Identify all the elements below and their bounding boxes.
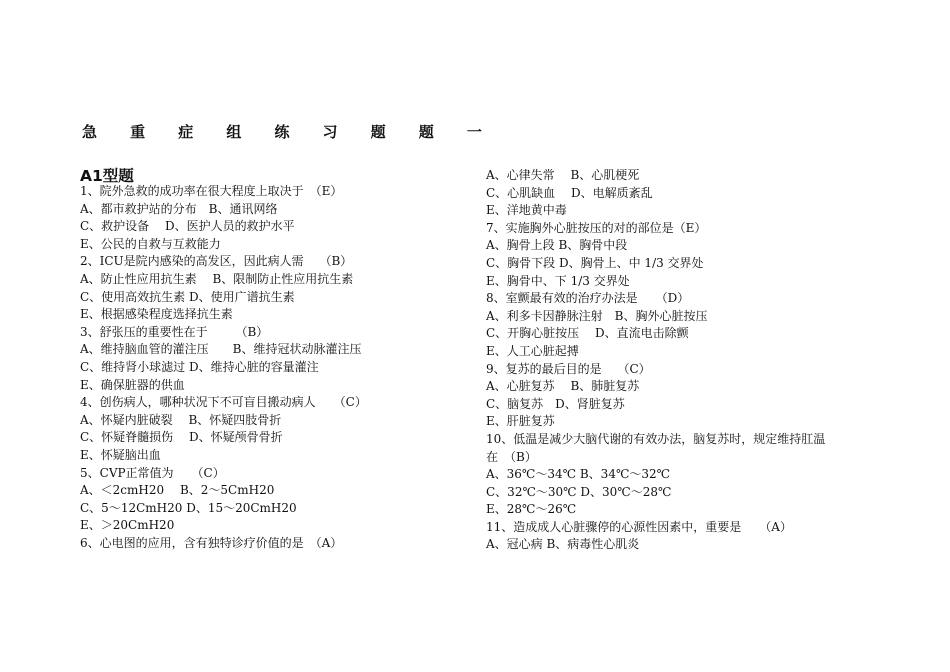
option-line: E、＞20CmH20 — [80, 518, 175, 533]
option-line: A、＜2cmH20 B、2～5CmH20 — [80, 483, 275, 498]
title-char: 一 — [466, 123, 482, 141]
option-line: E、洋地黄中毒 — [486, 203, 567, 218]
option-line: A、都市救护站的分布 B、通讯网络 — [80, 201, 278, 216]
left-column — [80, 183, 367, 552]
option-line: C、5～12CmH20 D、15～20CmH20 — [80, 500, 297, 515]
option-line: E、肝脏复苏 — [486, 414, 555, 429]
option-line: A、防止性应用抗生素 B、限制防止性应用抗生素 — [80, 271, 354, 286]
option-line: A、利多卡因静脉注射 B、胸外心脏按压 — [486, 308, 708, 323]
title-char: 重 — [130, 123, 146, 141]
question-line: 9、复苏的最后目的是 （C） — [486, 361, 651, 376]
question-line: 7、实施胸外心脏按压的对的部位是（E） — [486, 220, 707, 235]
option-line: E、胸骨中、下 1/3 交界处 — [486, 273, 630, 288]
question-line: 10、低温是减少大脑代谢的有效办法，脑复苏时，规定维持肛温 — [486, 431, 826, 446]
option-line: E、根据感染程度选择抗生素 — [80, 307, 233, 322]
option-line: E、人工心脏起搏 — [486, 343, 579, 358]
option-line: C、脑复苏 D、肾脏复苏 — [486, 396, 625, 411]
option-line: A、胸骨上段 B、胸骨中段 — [486, 238, 628, 253]
option-line: E、公民的自救与互救能力 — [80, 236, 221, 251]
right-column — [486, 167, 825, 554]
option-line: E、28℃～26℃ — [486, 502, 577, 517]
option-line: A、怀疑内脏破裂 B、怀疑四肢骨折 — [80, 412, 282, 427]
title-char: 题 — [370, 123, 386, 141]
option-line: C、怀疑脊髓损伤 D、怀疑颅骨骨折 — [80, 430, 283, 445]
option-line: A、心律失常 B、心肌梗死 — [486, 168, 640, 182]
title-char: 急 — [82, 123, 98, 141]
option-line: C、开胸心脏按压 D、直流电击除颤 — [486, 326, 689, 341]
option-line: C、32℃～30℃ D、30℃～28℃ — [486, 484, 672, 499]
question-line: 2、ICU是院内感染的高发区，因此病人需 （B） — [80, 254, 353, 269]
option-line: C、心肌缺血 D、电解质紊乱 — [486, 185, 653, 200]
option-line: C、使用高效抗生素 D、使用广谱抗生素 — [80, 289, 295, 304]
question-line: 4、创伤病人，哪种状况下不可盲目搬动病人 （C） — [80, 395, 367, 410]
question-line: 1、院外急救的成功率在很大程度上取决于 （E） — [80, 184, 343, 198]
option-line: A、心脏复苏 B、肺脏复苏 — [486, 379, 640, 394]
option-line: C、胸骨下段 D、胸骨上、中 1/3 交界处 — [486, 255, 704, 270]
title-char: 练 — [274, 123, 290, 141]
option-line: E、怀疑脑出血 — [80, 447, 161, 462]
question-line: 11、造成成人心脏骤停的心源性因素中，重要是 （A） — [486, 519, 792, 534]
section-heading: A1型题 — [80, 167, 134, 185]
document-title — [82, 121, 482, 142]
option-line: C、维持肾小球滤过 D、维持心脏的容量灌注 — [80, 359, 319, 374]
question-line: 5、CVP正常值为 （C） — [80, 465, 225, 480]
question-line: 3、舒张压的重要性在于 （B） — [80, 324, 269, 339]
question-line: 6、心电图的应用，含有独特诊疗价值的是 （A） — [80, 535, 343, 550]
option-line: A、36℃～34℃ B、34℃～32℃ — [486, 467, 671, 482]
title-char: 习 — [322, 123, 338, 141]
option-line: A、冠心病 B、病毒性心肌炎 — [486, 537, 640, 552]
option-line: A、维持脑血管的灌注压 B、维持冠状动脉灌注压 — [80, 342, 362, 357]
title-char: 题 — [418, 123, 434, 141]
title-char: 组 — [226, 123, 242, 141]
option-line: E、确保脏器的供血 — [80, 377, 185, 392]
title-char: 症 — [178, 123, 194, 141]
option-line: C、救护设备 D、医护人员的救护水平 — [80, 219, 295, 234]
question-line: 8、室颤最有效的治疗办法是 （D） — [486, 291, 690, 306]
question-line-continued: 在 （B） — [486, 449, 537, 464]
